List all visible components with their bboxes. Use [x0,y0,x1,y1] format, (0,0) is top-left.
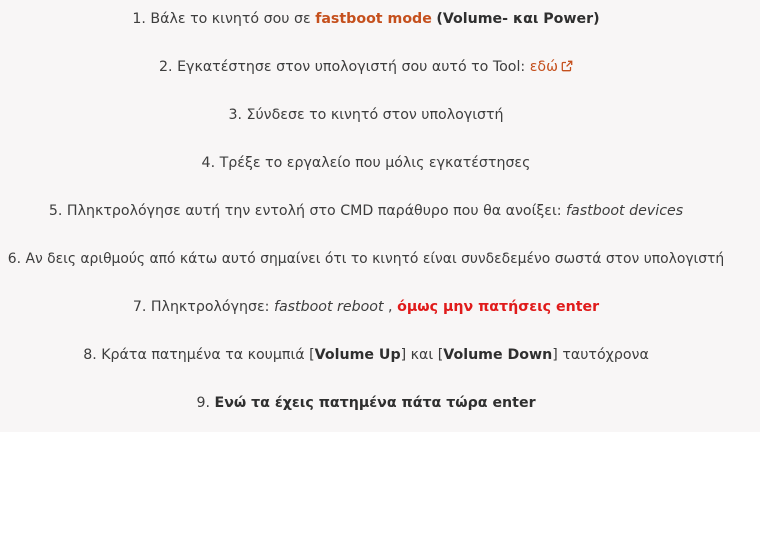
step-text: Πληκτρολόγησε αυτή την εντολή στο CMD παράθυρο που θα ανοίξει: [66,203,562,219]
step-text: Σύνδεσε το κινητό στον υπολογιστή [246,107,504,123]
step-text: Ενώ τα έχεις πατημένα πάτα τώρα enter [214,395,536,411]
step-3 [0,105,732,125]
link-label: εδώ [529,59,558,75]
step-5 [0,201,732,221]
step-number: 5. [48,203,63,219]
command-fastboot-devices: fastboot devices [566,203,684,219]
bracket: ] [400,347,407,363]
bracket: [ [437,347,444,363]
step-number: 2. [159,59,173,75]
step-number: 3. [228,107,242,123]
step-text: Τρέξε το εργαλείο που μόλις εγκατέστησες [219,155,531,171]
step-9 [0,393,732,413]
separator: , [388,299,393,315]
step-6 [0,249,732,269]
bracket: ] [552,347,558,363]
step-text: Εγκατέστησε στον υπολογιστή σου αυτό το Tool: [177,59,526,75]
conjunction: και [410,347,434,363]
step-number: 1. [132,11,146,27]
step-text: Πληκτρολόγησε: [150,299,270,315]
fastboot-mode-highlight: fastboot mode [315,11,432,27]
step-text: Αν δεις αριθμούς από κάτω αυτό σημαίνει ότι το κινητό είναι συνδεδεμένο σωστά στον υπολογιστή [25,251,725,267]
step-number: 9. [196,395,210,411]
step-number: 7. [132,299,147,315]
warning-text: όμως μην πατήσεις enter [397,299,600,315]
bracket: [ [309,347,315,363]
step-suffix: ταυτόχρονα [562,347,649,363]
external-link-icon [561,60,573,72]
step-text: Κράτα πατημένα τα κουμπιά [101,347,305,363]
step-4 [0,153,732,173]
volume-up-key: Volume Up [314,347,401,363]
volume-down-key: Volume Down [443,347,553,363]
step-number: 8. [83,347,97,363]
step-1 [0,9,732,29]
step-2 [0,57,732,77]
tool-download-link[interactable] [530,59,573,75]
step-number: 4. [201,155,216,171]
step-8 [0,345,732,365]
step-number: 6. [7,251,22,267]
key-combo-text: (Volume- και Power) [436,11,600,27]
step-text: Βάλε το κινητό σου σε [150,11,311,27]
step-7 [0,297,732,317]
command-fastboot-reboot: fastboot reboot [273,299,384,315]
